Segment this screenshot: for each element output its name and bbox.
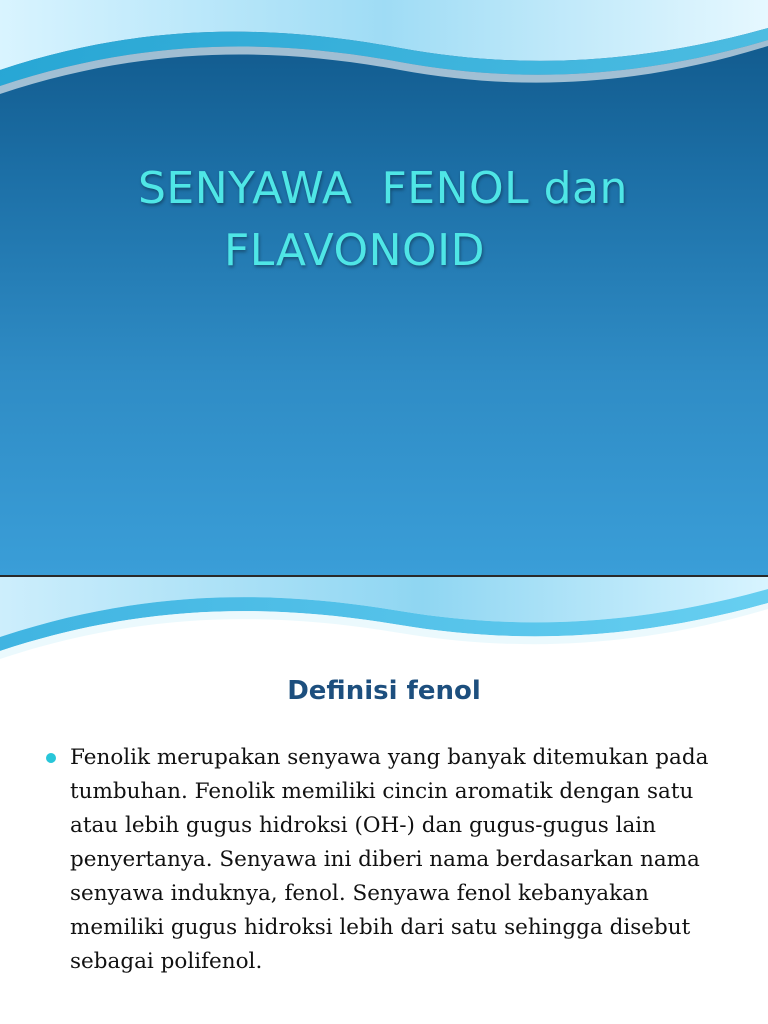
section-heading: Definisi fenol	[287, 676, 481, 706]
bullet-list	[46, 741, 736, 979]
slide-title-line-1: SENYAWA FENOL dan	[138, 163, 628, 214]
bullet-dot-icon	[46, 753, 56, 763]
bullet-text: Fenolik merupakan senyawa yang banyak ditemukan pada tumbuhan. Fenolik memiliki cincin aromatik dengan satu atau lebih gugus hidroksi (OH-) dan gugus-gugus lain penyertanya. Senyawa ini diberi nama berdasarkan nama senyawa induknya, fenol. Senyawa fenol kebanyakan memiliki gugus hidroksi lebih dari satu sehingga disebut sebagai polifenol.	[70, 745, 709, 974]
wave-decoration-top	[0, 0, 768, 110]
content-slide	[0, 577, 768, 1024]
slide-title-line-2: FLAVONOID	[224, 225, 485, 276]
list-item	[46, 741, 736, 979]
wave-decoration-top	[0, 577, 768, 667]
slide-title	[0, 158, 768, 282]
